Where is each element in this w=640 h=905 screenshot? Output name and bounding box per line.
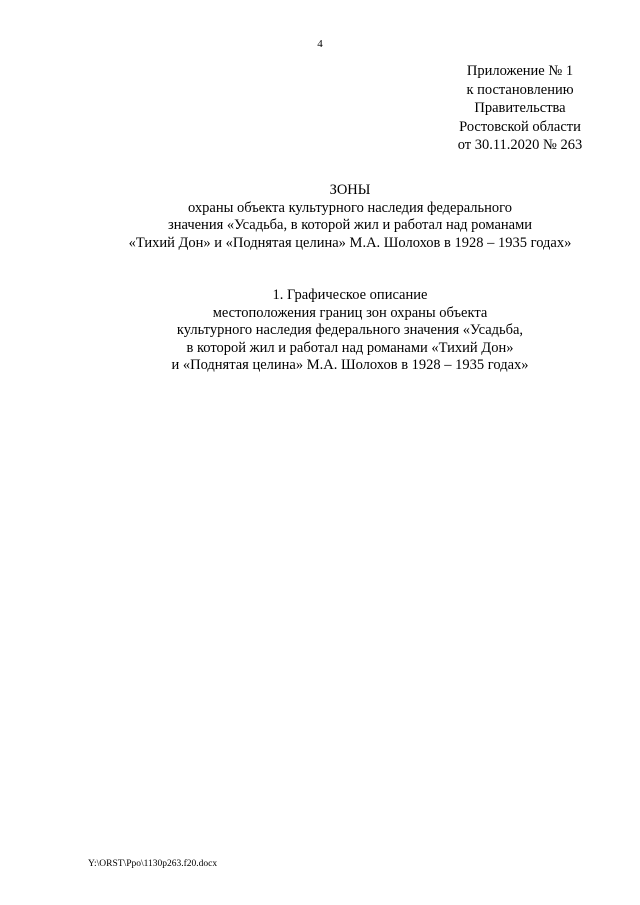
title-line: «Тихий Дон» и «Поднятая целина» М.А. Шолохов в 1928 – 1935 годах» bbox=[128, 234, 572, 251]
document-title bbox=[60, 182, 640, 252]
page-number: 4 bbox=[317, 38, 323, 50]
title-heading: ЗОНЫ bbox=[329, 182, 371, 198]
appendix-line: Ростовской области bbox=[459, 118, 581, 135]
appendix-line: Правительства bbox=[474, 100, 566, 116]
footer-file-path: Y:\ORST\Ppo\1130p263.f20.docx bbox=[88, 859, 218, 869]
appendix-line: к постановлению bbox=[466, 81, 574, 98]
section-line: в которой жил и работал над романами «Тихий Дон» bbox=[186, 339, 514, 356]
title-line: охраны объекта культурного наследия федерального bbox=[188, 199, 512, 216]
appendix-line: Приложение № 1 bbox=[466, 63, 574, 79]
section-line: 1. Графическое описание bbox=[272, 287, 428, 303]
title-line: значения «Усадьба, в которой жил и работал над романами bbox=[167, 217, 533, 233]
section-heading bbox=[60, 287, 640, 375]
appendix-line: от 30.11.2020 № 263 bbox=[457, 137, 583, 153]
section-line: местоположения границ зон охраны объекта bbox=[212, 304, 488, 321]
section-line: культурного наследия федерального значения «Усадьба, bbox=[176, 322, 524, 338]
section-line: и «Поднятая целина» М.А. Шолохов в 1928 – 1935 годах» bbox=[171, 357, 529, 373]
appendix-header bbox=[440, 62, 600, 155]
